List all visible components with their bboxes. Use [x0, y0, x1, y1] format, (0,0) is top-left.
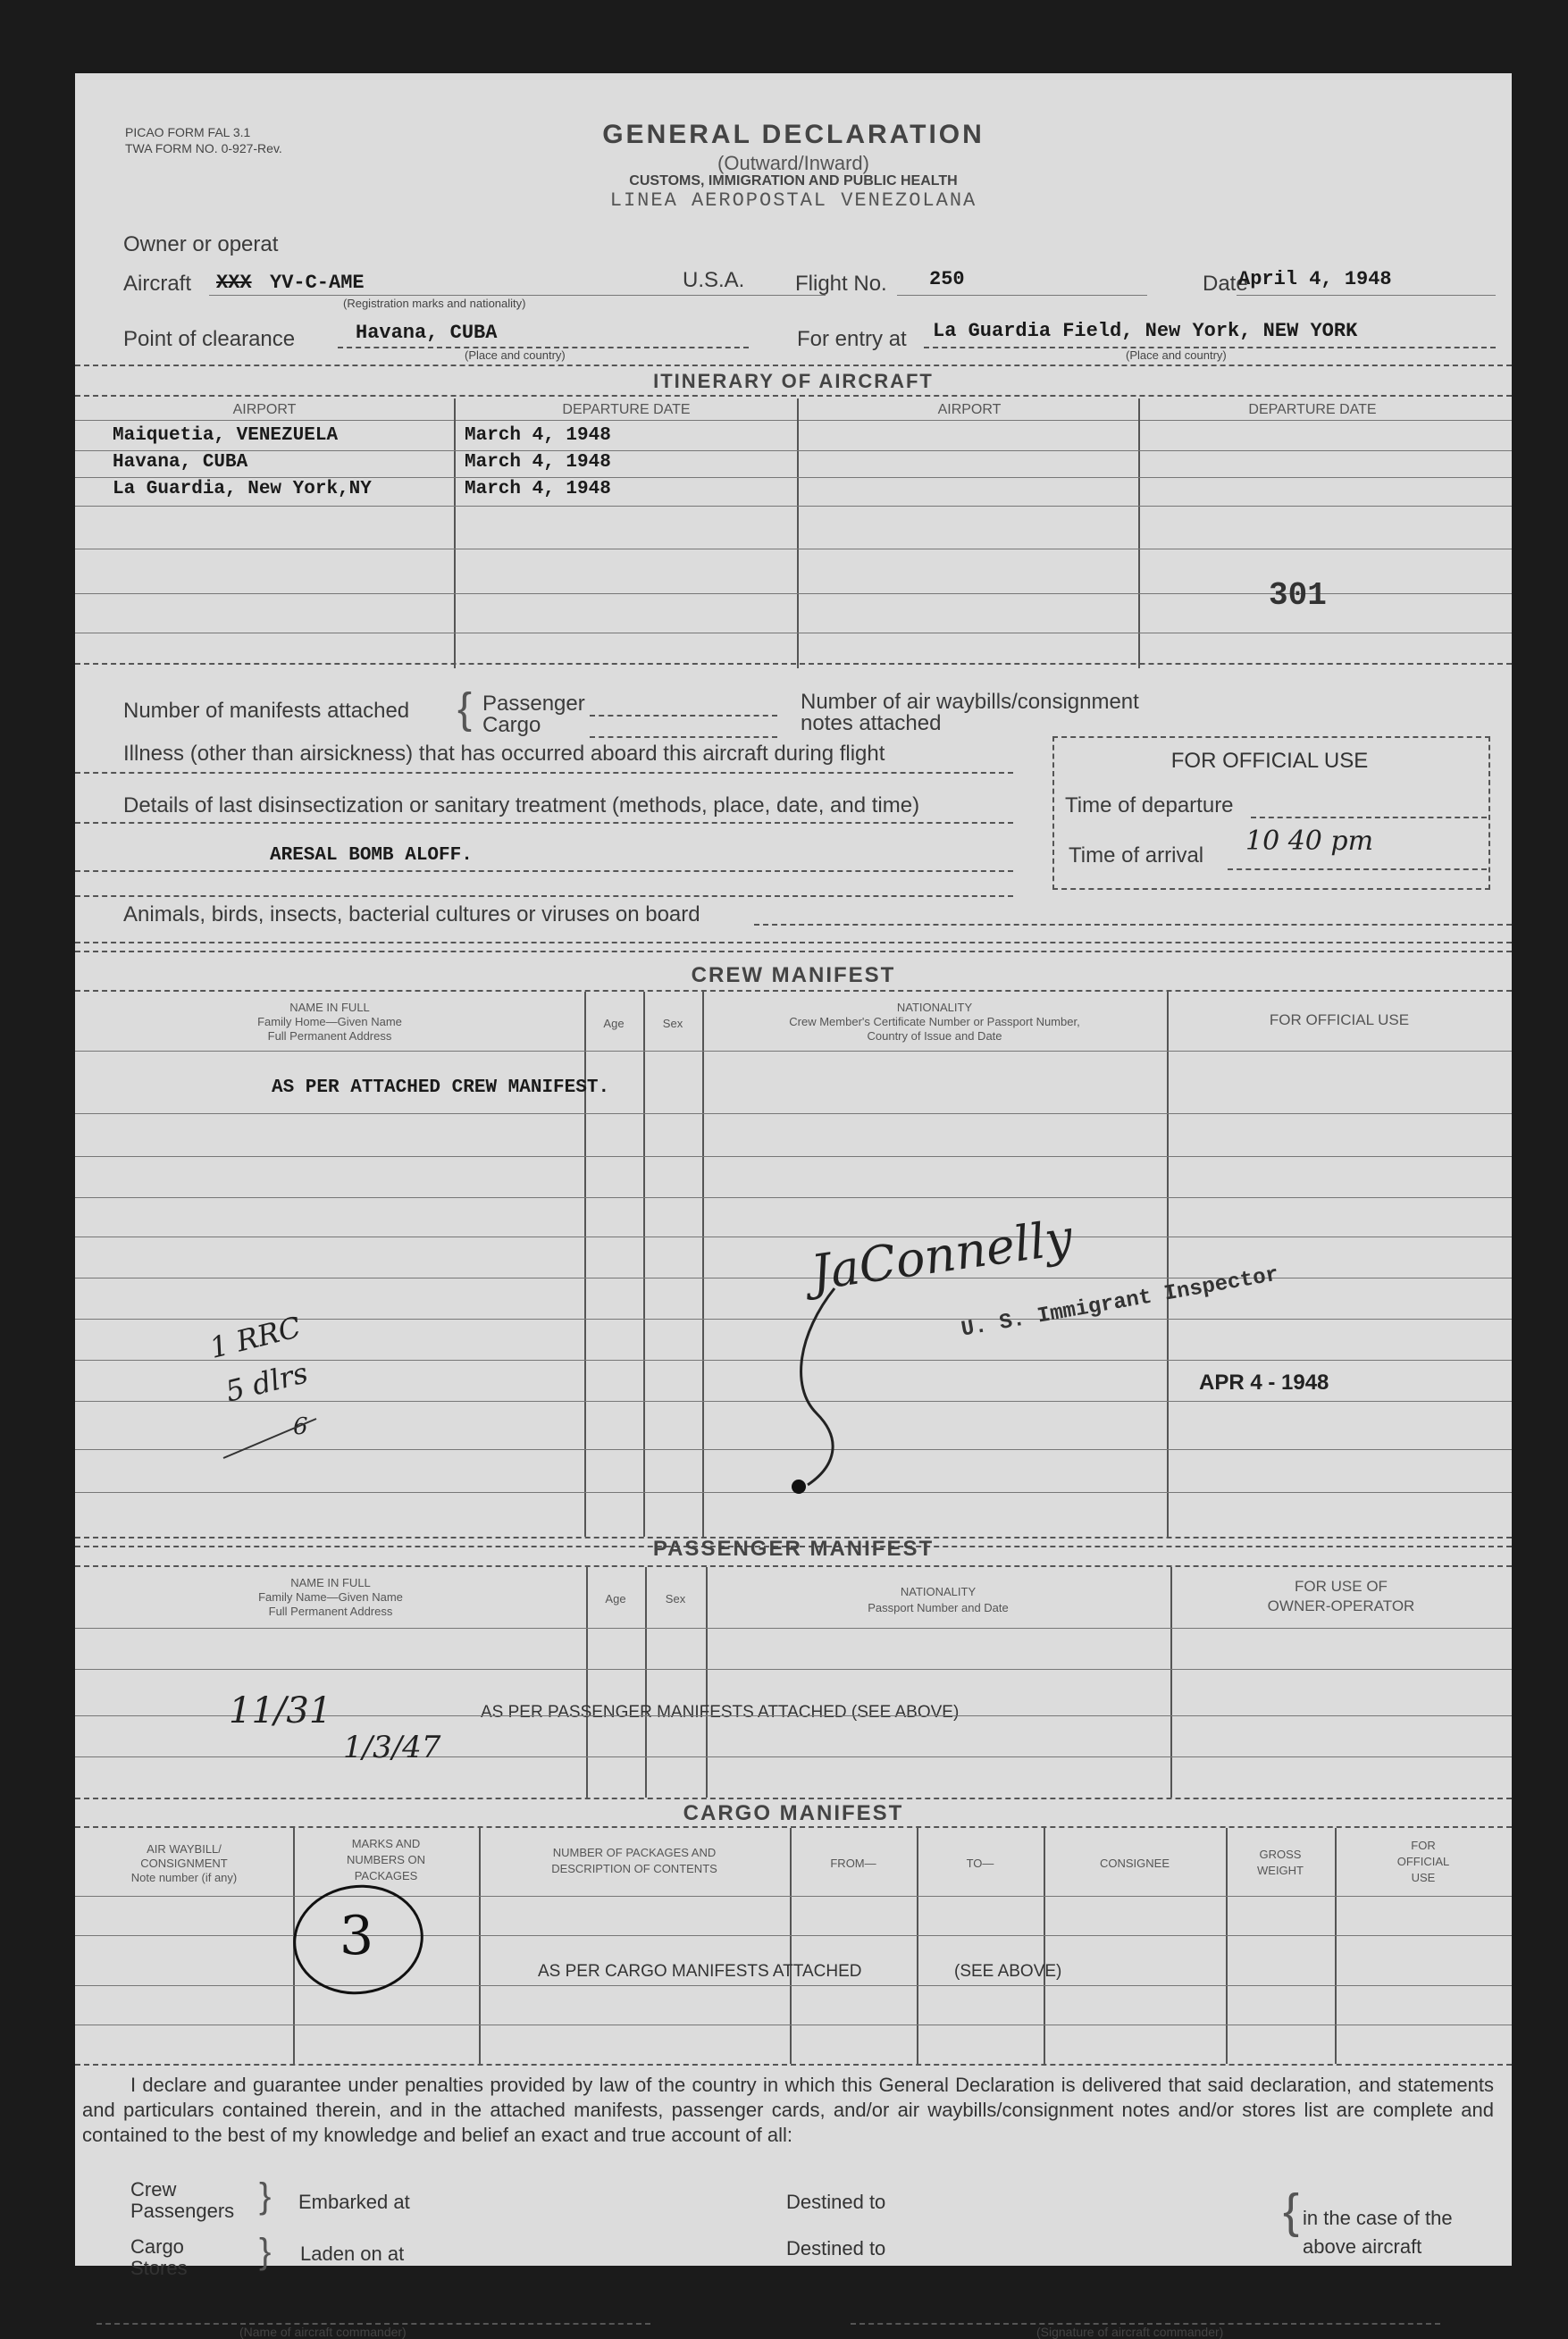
owner-label: Owner or operat	[123, 232, 279, 256]
flight-value: 250	[929, 268, 965, 290]
illness-label: Illness (other than airsickness) that has occurred aboard this aircraft during flight	[123, 742, 885, 766]
footer-brace-1: }	[259, 2176, 272, 2216]
pass-h-name-1: NAME IN FULL	[290, 1576, 371, 1589]
footer-destined-1: Destined to	[786, 2191, 886, 2213]
footer-crew: Crew	[130, 2178, 177, 2201]
date-value: April 4, 1948	[1238, 268, 1392, 290]
itinerary-title: ITINERARY OF AIRCRAFT	[653, 370, 934, 392]
cargo-h-packages-2: DESCRIPTION OF CONTENTS	[551, 1862, 717, 1875]
disinsect-label: Details of last disinsectization or sanitary treatment (methods, place, date, and time)	[123, 793, 920, 817]
margin-strike	[218, 1413, 325, 1467]
footer-brace-2: }	[259, 2232, 272, 2271]
footer-destined-2: Destined to	[786, 2237, 886, 2259]
footer-embarked: Embarked at	[298, 2191, 410, 2213]
passenger-hand-note-2: 1/3/47	[343, 1730, 441, 1765]
cargo-h-awb-2: CONSIGNMENT	[140, 1857, 228, 1870]
pass-h-owner-2: OWNER-OPERATOR	[1267, 1597, 1415, 1614]
crew-h-nat-3: Country of Issue and Date	[867, 1029, 1002, 1043]
cargo-manifest-title: CARGO MANIFEST	[683, 1801, 904, 1825]
declaration-text: I declare and guarantee under penalties provided by law of the country in which this General Declaration is delivered that said declaration, and statements and particulars contained therein, and in the attached manifests, passenger cards, and/or air waybills/consignment notes and/or stores list are complete and contained to the best of my knowledge and belief an exact and true account of all:	[82, 2074, 1494, 2146]
entry-value: La Guardia Field, New York, NEW YORK	[933, 320, 1358, 342]
clearance-value: Havana, CUBA	[356, 322, 498, 344]
passenger-manifest-title: PASSENGER MANIFEST	[652, 1537, 935, 1561]
manifest-cargo: Cargo	[482, 713, 541, 737]
time-of-arrival-value: 10 40 pm	[1245, 826, 1374, 857]
cargo-h-official-1: FOR	[1411, 1839, 1436, 1852]
footer-case-2: above aircraft	[1303, 2235, 1422, 2258]
cargo-h-weight-2: WEIGHT	[1257, 1864, 1304, 1877]
footer-stores: Stores	[130, 2257, 188, 2279]
itin-header-date-2: DEPARTURE DATE	[1248, 402, 1377, 417]
cargo-h-to: TO—	[966, 1857, 994, 1870]
itin-header-airport-2: AIRPORT	[937, 402, 1002, 417]
document-subtitle: (Outward/Inward)	[717, 152, 869, 174]
usa-label: U.S.A.	[683, 268, 745, 292]
form-id-2: TWA FORM NO. 0-927-Rev.	[125, 141, 282, 155]
cargo-h-marks-3: PACKAGES	[354, 1869, 418, 1882]
pass-h-name-2: Family Name—Given Name	[258, 1590, 403, 1604]
brace: {	[457, 685, 473, 733]
itin-row-3-airport: La Guardia, New York,NY	[113, 479, 372, 499]
time-of-arrival-label: Time of arrival	[1069, 843, 1204, 868]
pass-h-nat-1: NATIONALITY	[900, 1585, 977, 1598]
official-box-title: FOR OFFICIAL USE	[1170, 749, 1369, 773]
margin-note-3: 6	[293, 1413, 308, 1440]
animals-label: Animals, birds, insects, bacterial cultures or viruses on board	[123, 902, 700, 926]
itin-row-1-airport: Maiquetia, VENEZUELA	[113, 425, 339, 446]
cargo-h-weight-1: GROSS	[1259, 1848, 1302, 1861]
crew-h-nat-2: Crew Member's Certificate Number or Passport Number,	[789, 1015, 1080, 1028]
itin-header-date-1: DEPARTURE DATE	[562, 402, 691, 417]
footer-passengers: Passengers	[130, 2200, 235, 2222]
signature: JaConnelly	[808, 1209, 1077, 1302]
cargo-h-official-2: OFFICIAL	[1396, 1855, 1450, 1868]
stamp-number: 301	[1269, 577, 1327, 614]
aircraft-value: YV-C-AME	[270, 272, 365, 294]
waybills-label-1: Number of air waybills/consignment	[801, 690, 1139, 714]
immigrant-stamp: U. S. Immigrant Inspector	[960, 1262, 1281, 1343]
cargo-h-consignee: CONSIGNEE	[1099, 1857, 1170, 1870]
entry-label: For entry at	[797, 327, 907, 351]
cargo-h-from: FROM—	[830, 1857, 876, 1870]
clearance-label: Point of clearance	[123, 327, 296, 351]
cargo-note: AS PER CARGO MANIFESTS ATTACHED	[538, 1962, 862, 1981]
waybills-label-2: notes attached	[801, 711, 942, 735]
itin-row-1-date: March 4, 1948	[465, 425, 611, 446]
disinsect-value: ARESAL BOMB ALOFF.	[270, 845, 473, 866]
itin-row-2-airport: Havana, CUBA	[113, 452, 248, 473]
pass-h-owner-1: FOR USE OF	[1295, 1578, 1388, 1595]
date-label: Date	[1203, 272, 1248, 296]
crew-note: AS PER ATTACHED CREW MANIFEST.	[272, 1077, 610, 1098]
crew-h-name-3: Full Permanent Address	[267, 1029, 392, 1043]
crew-h-age: Age	[603, 1017, 625, 1030]
crew-h-sex: Sex	[662, 1017, 683, 1030]
signature-stroke	[781, 1279, 906, 1494]
flight-label: Flight No.	[795, 272, 887, 296]
cargo-h-packages-1: NUMBER OF PACKAGES AND	[552, 1846, 717, 1859]
cargo-note-2: (SEE ABOVE)	[954, 1962, 1062, 1981]
carrier-name: LINEA AEROPOSTAL VENEZOLANA	[609, 189, 977, 212]
sig-signature-caption: (Signature of aircraft commander)	[1036, 2325, 1224, 2339]
footer-laden: Laden on at	[300, 2243, 405, 2265]
cargo-h-marks-1: MARKS AND	[351, 1837, 421, 1850]
aircraft-caption: (Registration marks and nationality)	[343, 297, 526, 310]
crew-h-name-2: Family Home—Given Name	[257, 1015, 402, 1028]
manifest-passenger: Passenger	[482, 692, 585, 716]
aircraft-label: Aircraft	[123, 272, 192, 296]
aircraft-struck: XXX	[216, 272, 252, 294]
entry-caption: (Place and country)	[1126, 348, 1227, 362]
pass-h-sex: Sex	[665, 1592, 686, 1605]
document-subtitle-2: CUSTOMS, IMMIGRATION AND PUBLIC HEALTH	[629, 173, 958, 189]
circled-number: 3	[340, 1905, 374, 1967]
passenger-hand-note-1: 11/31	[229, 1690, 332, 1731]
footer-cargo: Cargo	[130, 2235, 184, 2258]
declaration-sheet	[75, 73, 1512, 2339]
cargo-h-awb-3: Note number (if any)	[130, 1871, 238, 1884]
cargo-h-awb-1: AIR WAYBILL/	[147, 1842, 222, 1856]
footer-case-1: in the case of the	[1303, 2207, 1453, 2229]
crew-h-official: FOR OFFICIAL USE	[1269, 1011, 1410, 1028]
itin-row-3-date: March 4, 1948	[465, 479, 611, 499]
pass-h-nat-2: Passport Number and Date	[868, 1601, 1009, 1614]
cargo-h-marks-2: NUMBERS ON	[346, 1853, 426, 1866]
crew-manifest-title: CREW MANIFEST	[691, 963, 896, 987]
pass-h-age: Age	[605, 1592, 626, 1605]
margin-note-1: 1 RRC	[205, 1310, 305, 1365]
itin-row-2-date: March 4, 1948	[465, 452, 611, 473]
stamp-date: APR 4 - 1948	[1199, 1371, 1329, 1395]
sig-commander-caption: (Name of aircraft commander)	[239, 2325, 407, 2339]
document-title: GENERAL DECLARATION	[602, 120, 985, 149]
crew-h-name-1: NAME IN FULL	[289, 1001, 370, 1014]
margin-note-2: 5 dlrs	[222, 1355, 312, 1409]
clearance-caption: (Place and country)	[465, 348, 566, 362]
footer-brace-3: {	[1283, 2184, 1300, 2238]
time-of-departure-label: Time of departure	[1065, 793, 1234, 817]
pass-h-name-3: Full Permanent Address	[268, 1605, 393, 1618]
cargo-h-official-3: USE	[1411, 1871, 1436, 1884]
itin-header-airport-1: AIRPORT	[232, 402, 297, 417]
crew-h-nat-1: NATIONALITY	[896, 1001, 973, 1014]
form-id-1: PICAO FORM FAL 3.1	[125, 125, 251, 139]
manifests-label: Number of manifests attached	[123, 699, 410, 723]
passenger-note: AS PER PASSENGER MANIFESTS ATTACHED (SEE ABOVE)	[481, 1703, 960, 1722]
